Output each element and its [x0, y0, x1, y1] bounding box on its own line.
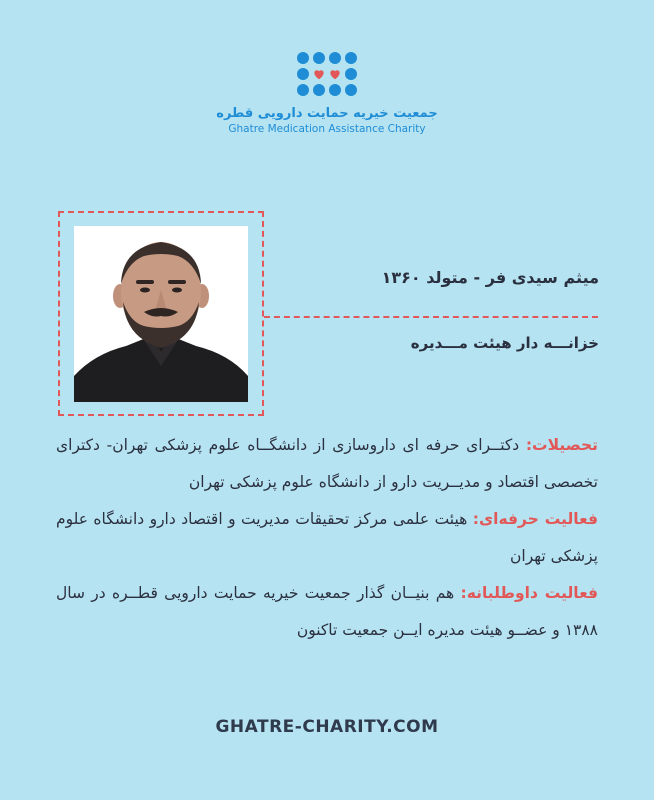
education-label: تحصیلات: — [525, 436, 598, 454]
person-name-birth: میثم سیدی فر - متولد ۱۳۶۰ — [381, 268, 599, 287]
education-paragraph — [56, 427, 598, 501]
logo-dot — [297, 84, 309, 96]
website-link[interactable]: GHATRE-CHARITY.COM — [215, 717, 439, 737]
logo-dot — [329, 52, 341, 64]
profile-photo — [74, 226, 248, 402]
logo-dot — [313, 52, 325, 64]
charity-logo — [297, 52, 357, 96]
charity-name-english: Ghatre Medication Assistance Charity — [228, 123, 426, 135]
charity-name-persian: جمعیت خیریه حمایت دارویی قطره — [216, 106, 438, 121]
professional-text: هیئت علمی مرکز تحقیقات مدیریت و اقتصاد دارو دانشگاه علوم پزشکی تهران — [56, 510, 598, 565]
logo-dot — [345, 84, 357, 96]
charity-logo-block — [0, 52, 654, 135]
dashed-divider — [264, 316, 598, 318]
heart-icon — [313, 68, 325, 80]
professional-paragraph — [56, 501, 598, 575]
logo-dot — [345, 52, 357, 64]
education-text: دکتــرای حرفه ای داروسازی از دانشگــاه علوم پزشکی تهران- دکترای تخصصی اقتصاد و مدیــریت دارو از دانشگاه علوم پزشکی تهران — [56, 436, 598, 491]
volunteer-paragraph — [56, 575, 598, 649]
logo-dot — [297, 68, 309, 80]
volunteer-text: هم بنیــان گذار جمعیت خیریه حمایت دارویی قطــره در سال ۱۳۸۸ و عضــو هیئت مدیره ایــن جمعیت تاکنون — [56, 584, 598, 639]
person-role: خزانـــه دار هیئت مـــدیره — [410, 334, 599, 352]
logo-dot — [345, 68, 357, 80]
heart-icon — [329, 68, 341, 80]
logo-dot — [329, 84, 341, 96]
logo-dot — [313, 84, 325, 96]
bio-section — [56, 427, 598, 649]
professional-label: فعالیت حرفه‌ای: — [472, 510, 598, 528]
logo-dot — [297, 52, 309, 64]
photo-frame — [58, 211, 264, 416]
volunteer-label: فعالیت داوطلبانه: — [460, 584, 598, 602]
